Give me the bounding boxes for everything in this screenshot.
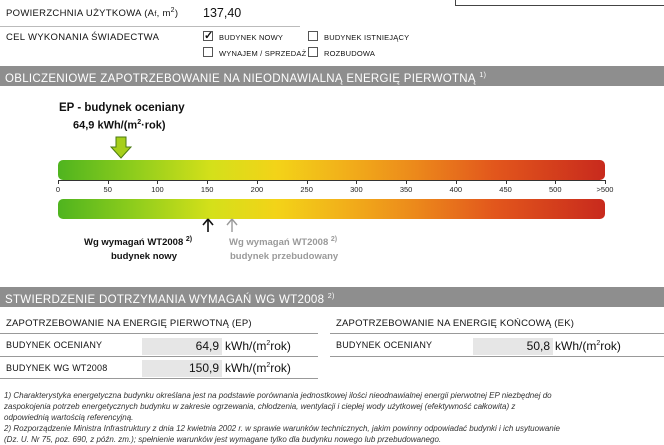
ep-table-header: ZAPOTRZEBOWANIE NA ENERGIĘ PIERWOTNĄ (EP): [6, 318, 252, 329]
energy-scale-bar-bottom: [58, 199, 605, 219]
footnote-line: (Dz. U. Nr 75, poz. 690, z późn. zm.); spełnienie warunków jest wymagane tylko dla budynku nowego lub przebudowanego.: [4, 435, 442, 444]
ep-row-label: BUDYNEK WG WT2008: [6, 363, 108, 373]
scale-tick: [207, 180, 208, 184]
scale-tick: [356, 180, 357, 184]
scale-tick: [58, 180, 59, 184]
ep-row-value: 64,9: [195, 339, 219, 353]
checkbox-existing-building[interactable]: [308, 31, 318, 41]
scale-tick: [506, 180, 507, 184]
ep-row-unit: kWh/$(m^2rok)$: [225, 339, 291, 353]
scale-tick-label: 100: [151, 185, 164, 194]
ep-row-value: 150,9: [188, 361, 219, 375]
footnote-line: 1) Charakterystyka energetyczna budynku określana jest na podstawie porównania jednostkowej ilości nieodnawialnej energii pierwotnej EP niezbędnej do: [4, 391, 552, 400]
divider: [0, 356, 318, 357]
section-primary-energy-header: OBLICZENIOWE ZAPOTRZEBOWANIE NA NIEODNAWIALNĄ ENERGIĘ PIERWOTNĄ $^{1)}$: [0, 66, 664, 86]
ref-rebuilt-building-label: Wg wymagań WT2008 $^{2)}$: [229, 236, 338, 249]
footnotes: [4, 390, 662, 445]
scale-tick-label: 450: [499, 185, 512, 194]
ep-arrow-icon: [110, 136, 132, 160]
ref-new-building-label: Wg wymagań WT2008 $^{2)}$: [84, 236, 193, 249]
form-frame-edge: [455, 0, 664, 6]
scale-tick: [108, 180, 109, 184]
scale-tick-label: 150: [200, 185, 214, 194]
area-label: POWIERZCHNIA UŻYTKOWA (Af, $m^2$): [6, 7, 179, 20]
check-icon: ✓: [204, 30, 214, 42]
scale-tick: [307, 180, 308, 184]
scale-tick-label: >500: [596, 185, 614, 194]
option-label-existing-building: BUDYNEK ISTNIEJĄCY: [324, 33, 410, 42]
scale-tick: [257, 180, 258, 184]
scale-tick: [605, 180, 606, 184]
ep-row-unit: kWh/$(m^2rok)$: [225, 361, 291, 375]
ep-row-label: BUDYNEK OCENIANY: [6, 340, 103, 350]
scale-tick-label: 0: [55, 185, 61, 194]
scale-band: [0, 181, 664, 197]
area-value: 137,40: [203, 6, 242, 20]
option-label-new-building: BUDYNEK NOWY: [219, 33, 284, 42]
scale-tick-label: 300: [350, 185, 363, 194]
ref-new-building-sublabel: budynek nowy: [111, 251, 177, 262]
scale-tick: [157, 180, 158, 184]
ref-rebuilt-building-sublabel: budynek przebudowany: [230, 251, 339, 262]
scale-tick: [456, 180, 457, 184]
section-compliance-header: STWIERDZENIE DOTRZYMANIA WYMAGAŃ WG WT2008 $^{2)}$: [0, 287, 664, 307]
divider: [330, 356, 664, 357]
checkbox-extension[interactable]: [308, 47, 318, 57]
ek-table-header: ZAPOTRZEBOWANIE NA ENERGIĘ KOŃCOWĄ (EK): [336, 318, 575, 329]
option-label-rent-sale: WYNAJEM / SPRZEDAŻ: [219, 49, 307, 58]
scale-tick-label: 200: [250, 185, 264, 194]
divider: [0, 333, 318, 334]
ek-row-value: 50,8: [526, 339, 550, 353]
divider: [0, 378, 318, 379]
scale-tick-label: 50: [103, 185, 112, 194]
energy-scale-bar-top: [58, 160, 605, 180]
ep-value: 64,9 kWh/$(m^2\cdot rok)$: [73, 119, 166, 132]
ek-row-label: BUDYNEK OCENIANY: [336, 340, 433, 350]
scale-tick-label: 350: [399, 185, 413, 194]
footnote-line: zaspokojenia potrzeb energetycznych budynku w zakresie ogrzewania, chłodzenia, wentylacji i ciepłej wody użytkowej (efektywność całkowita) z: [4, 402, 516, 411]
purpose-label: CEL WYKONANIA ŚWIADECTWA: [6, 32, 160, 43]
rebuilt-building-arrow-icon: [226, 218, 238, 232]
checkbox-rent-sale[interactable]: [203, 47, 213, 57]
scale-tick-label: 400: [449, 185, 463, 194]
divider: [330, 333, 664, 334]
scale-tick: [406, 180, 407, 184]
checkbox-new-building[interactable]: [203, 31, 213, 41]
scale-axis: [58, 180, 605, 181]
footnote-line: odpowiednią wartością referencyjną.: [4, 413, 134, 422]
ek-row-unit: kWh/$(m^2rok)$: [555, 339, 621, 353]
ep-title: EP - budynek oceniany: [59, 102, 185, 114]
scale-tick-label: 250: [300, 185, 313, 194]
new-building-arrow-icon: [202, 218, 214, 232]
scale-tick: [555, 180, 556, 184]
option-label-extension: ROZBUDOWA: [324, 49, 376, 58]
scale-tick-label: 500: [549, 185, 562, 194]
footnote-line: 2) Rozporządzenie Ministra Infrastruktury z dnia 12 kwietnia 2002 r. w sprawie warunków technicznych, jakim powinny odpowiadać budynki i ich usytuowanie: [4, 424, 560, 433]
area-underline: [0, 26, 300, 27]
